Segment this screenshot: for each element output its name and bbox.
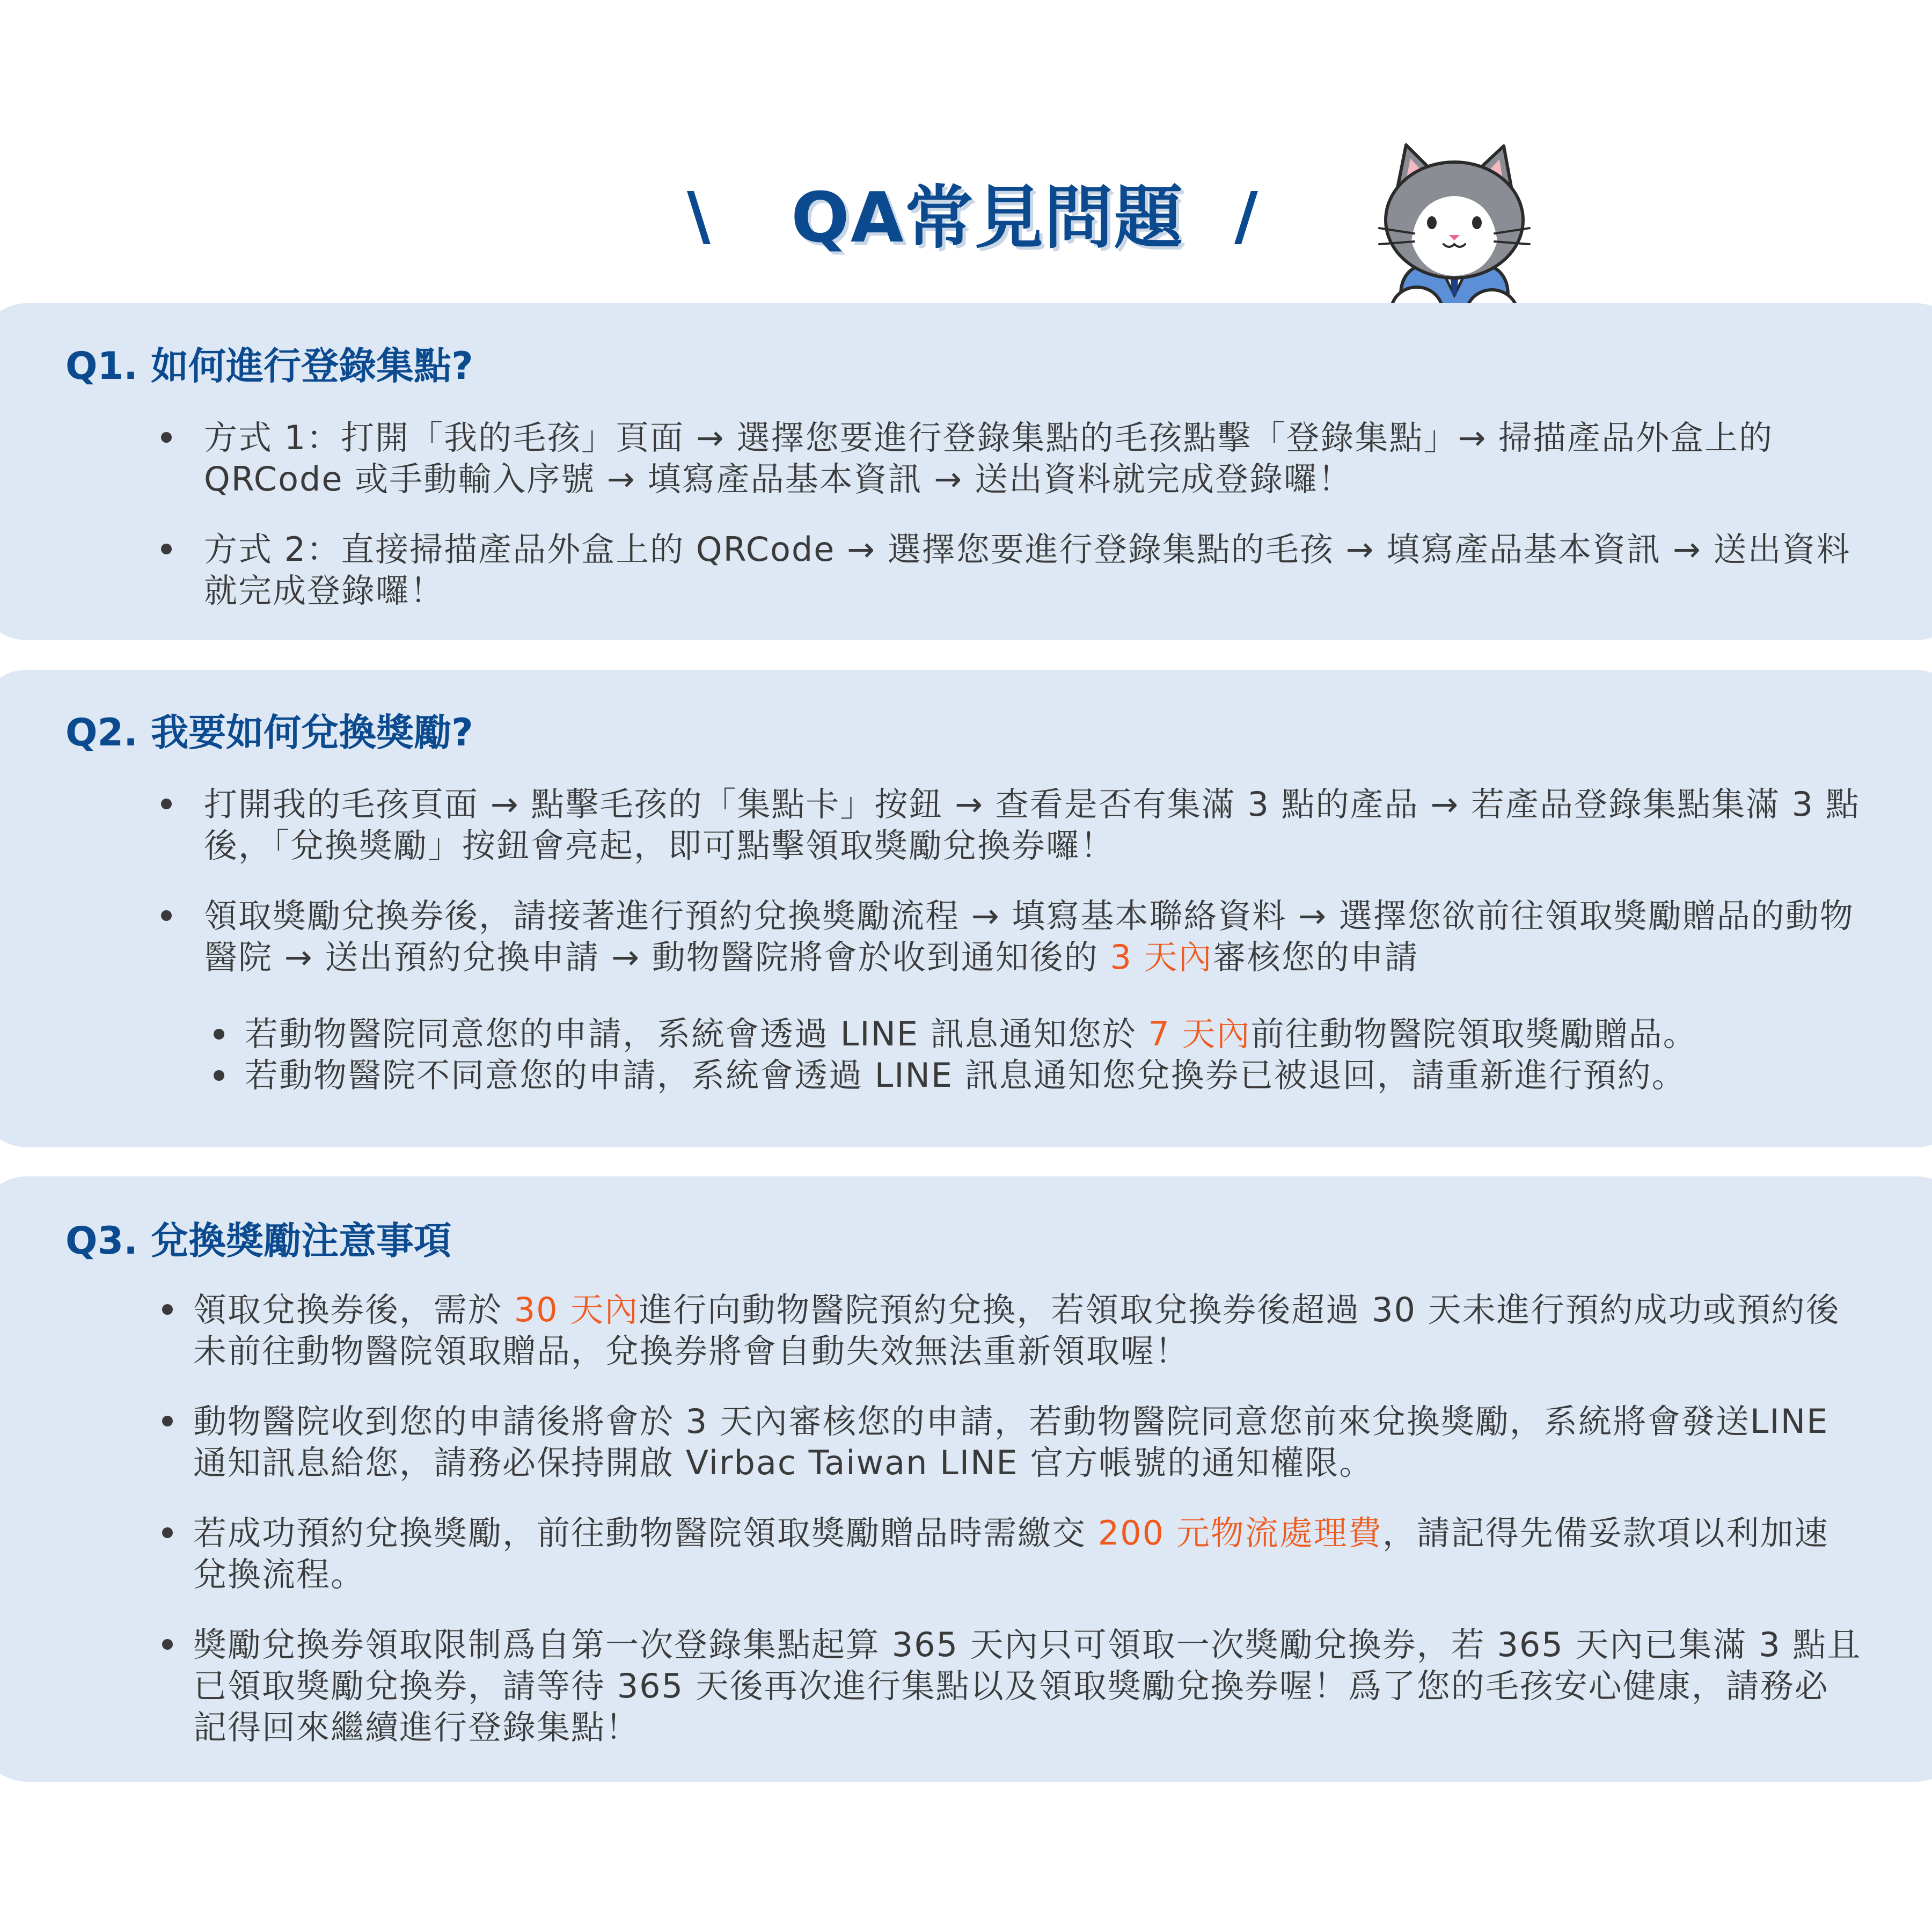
bullet-icon — [162, 1304, 173, 1315]
highlight-text: 3 天內 — [1110, 938, 1213, 977]
item-text: 方式 2：直接掃描產品外盒上的 QRCode → 選擇您要進行登錄集點的毛孩 → 填寫產品基本資訊 → 送出資料就完成登錄囉！ — [204, 530, 1851, 610]
list-item — [204, 417, 1873, 500]
bullet-icon — [162, 1639, 173, 1650]
bullet-icon — [162, 1416, 173, 1426]
highlight-text: 7 天內 — [1148, 1014, 1251, 1053]
item-text-pre: 若動物醫院同意您的申請，系統會透過 LINE 訊息通知您於 — [245, 1014, 1148, 1053]
bullet-icon — [214, 1070, 224, 1081]
sub-answer-list — [245, 1013, 1882, 1096]
sub-list-item — [245, 1013, 1882, 1055]
item-text: 方式 1：打開「我的毛孩」頁面 → 選擇您要進行登錄集點的毛孩點擊「登錄集點」→ 掃描產品外盒上的QRCode 或手動輸入序號 → 填寫產品基本資訊 → 送出資料就完成登錄囉！ — [204, 418, 1774, 499]
answer-list — [204, 417, 1873, 611]
list-item — [204, 529, 1873, 611]
bullet-icon — [161, 910, 172, 921]
sub-list-item — [245, 1055, 1882, 1096]
list-item — [193, 1624, 1862, 1748]
list-item — [193, 1512, 1862, 1595]
item-text-post: 審核您的申請 — [1212, 938, 1419, 977]
item-text: 獎勵兌換券領取限制爲自第一次登錄集點起算 365 天內只可領取一次獎勵兌換券，若 365 天內已集滿 3 點且已領取獎勵兌換券，請等待 365 天後再次進行集點以及領取獎勵兌換券喔！爲了您的毛孩安心健康，請務必記得回來繼續進行登錄集點！ — [193, 1625, 1862, 1747]
item-text-post: 前往動物醫院領取獎勵贈品。 — [1250, 1014, 1697, 1053]
faq-card-q3 — [0, 1176, 1932, 1782]
item-text-pre: 若成功預約兌換獎勵，前往動物醫院領取獎勵贈品時需繳交 — [193, 1513, 1098, 1553]
answer-list — [204, 784, 1873, 978]
bullet-icon — [161, 432, 172, 443]
highlight-text: 200 元物流處理費 — [1097, 1513, 1382, 1553]
question-title: Q1. 如何進行登錄集點? — [65, 344, 473, 388]
bullet-icon — [214, 1029, 224, 1040]
heading-slash-right: / — [1234, 179, 1258, 254]
heading-slash-left: \ — [687, 179, 711, 254]
highlight-text: 30 天內 — [514, 1290, 639, 1329]
faq-card-q2 — [0, 670, 1932, 1147]
item-text: 打開我的毛孩頁面 → 點擊毛孩的「集點卡」按鈕 → 查看是否有集滿 3 點的產品 → 若產品登錄集點集滿 3 點後，「兌換獎勵」按鈕會亮起，即可點擊領取獎勵兌換券囉！ — [204, 785, 1860, 865]
item-text-pre: 領取獎勵兌換券後，請接著進行預約兌換獎勵流程 → 填寫基本聯絡資料 → 選擇您欲前往領取獎勵贈品的動物醫院 → 送出預約兌換申請 → 動物醫院將會於收到通知後的 — [204, 896, 1854, 977]
answer-list — [193, 1289, 1862, 1748]
page-heading — [665, 161, 1277, 268]
faq-card-q1 — [0, 303, 1932, 640]
list-item — [204, 784, 1873, 866]
list-item — [193, 1401, 1862, 1483]
item-text: 動物醫院收到您的申請後將會於 3 天內審核您的申請，若動物醫院同意您前來兌換獎勵，系統將會發送LINE 通知訊息給您，請務必保持開啟 Virbac Taiwan LINE 官方帳號的通知權限。 — [193, 1402, 1829, 1482]
item-text-post: ，請記得先備妥款項以利加速兌換流程。 — [193, 1513, 1829, 1594]
list-item — [204, 895, 1873, 978]
item-text-post: 進行向動物醫院預約兌換，若領取兌換券後超過 30 天未進行預約成功或預約後未前往動物醫院領取贈品，兌換券將會自動失效無法重新領取喔！ — [193, 1290, 1840, 1371]
bullet-icon — [161, 799, 172, 809]
item-text-pre: 領取兌換券後，需於 — [193, 1290, 514, 1329]
question-title: Q3. 兌換獎勵注意事項 — [65, 1219, 452, 1263]
page-title: QA常見問題 — [791, 178, 1184, 258]
list-item — [193, 1289, 1862, 1372]
item-text: 若動物醫院不同意您的申請，系統會透過 LINE 訊息通知您兌換券已被退回，請重新進行預約。 — [245, 1056, 1686, 1095]
bullet-icon — [162, 1527, 173, 1538]
question-title: Q2. 我要如何兌換獎勵? — [65, 711, 473, 755]
bullet-icon — [161, 544, 172, 554]
